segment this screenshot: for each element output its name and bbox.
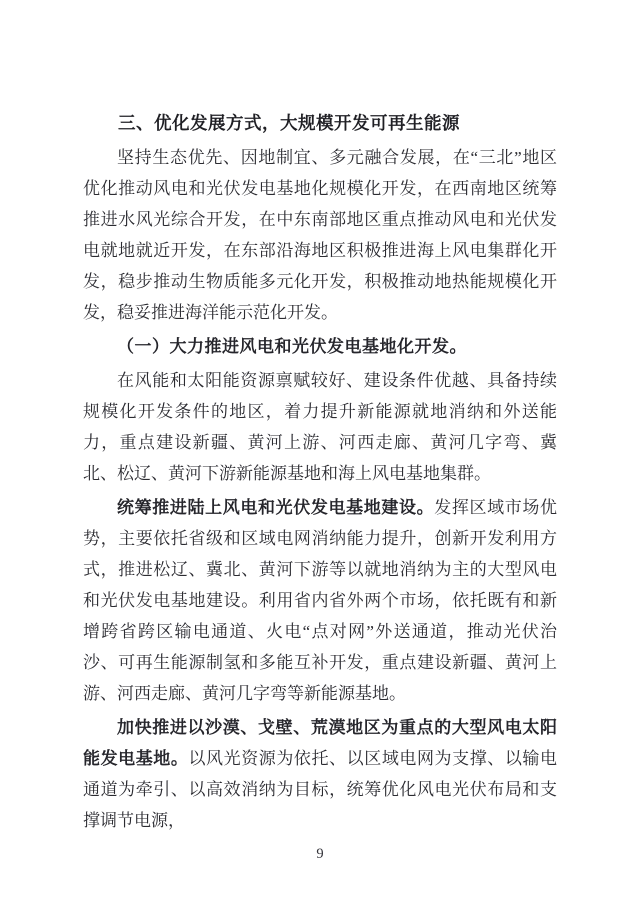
paragraph-bases-text: 在风能和太阳能资源禀赋较好、建设条件优越、具备持续规模化开发条件的地区，着力提升新能源就地消纳和外送能力，重点建设新疆、黄河上游、河西走廊、黄河几字弯、冀北、松辽、黄河下游新能源基地和海上风电基地集群。 bbox=[83, 371, 557, 483]
paragraph-desert bbox=[83, 712, 557, 836]
paragraph-onshore-text: 发挥区域市场优势，主要依托省级和区域电网消纳能力提升，创新开发利用方式，推进松辽、冀北、黄河下游等以就地消纳为主的大型风电和光伏发电基地建设。利用省内省外两个市场，依托既有和新增跨省跨区输电通道、火电“点对网”外送通道，推动光伏治沙、可再生能源制氢和多能互补开发，重点建设新疆、黄河上游、河西走廊、黄河几字弯等新能源基地。 bbox=[83, 498, 557, 703]
section-heading: 三、优化发展方式，大规模开发可再生能源 bbox=[118, 113, 460, 133]
paragraph-bases bbox=[83, 365, 557, 489]
paragraph-intro-text: 坚持生态优先、因地制宜、多元融合发展，在“三北”地区优化推动风电和光伏发电基地化规模化开发，在西南地区统筹推进水风光综合开发，在中东南部地区重点推动风电和光伏发电就地就近开发，在东部沿海地区积极推进海上风电集群化开发，稳步推动生物质能多元化开发，积极推动地热能规模化开发，稳妥推进海洋能示范化开发。 bbox=[83, 148, 557, 322]
paragraph-desert-text: 以风光资源为依托、以区域电网为支撑、以输电通道为牵引、以高效消纳为目标，统筹优化风电光伏布局和支撑调节电源， bbox=[83, 749, 558, 830]
paragraph-onshore bbox=[83, 492, 557, 709]
page-number: 9 bbox=[316, 846, 324, 862]
paragraph-intro bbox=[83, 142, 557, 328]
paragraph-desert-lead: 加快推进以沙漠、戈壁、荒漠地区为重点的大型风电太阳能发电基地。 bbox=[83, 718, 557, 768]
subsection-heading: （一）大力推进风电和光伏发电基地化开发。 bbox=[117, 337, 467, 356]
paragraph-onshore-lead: 统筹推进陆上风电和光伏发电基地建设。 bbox=[117, 498, 435, 517]
